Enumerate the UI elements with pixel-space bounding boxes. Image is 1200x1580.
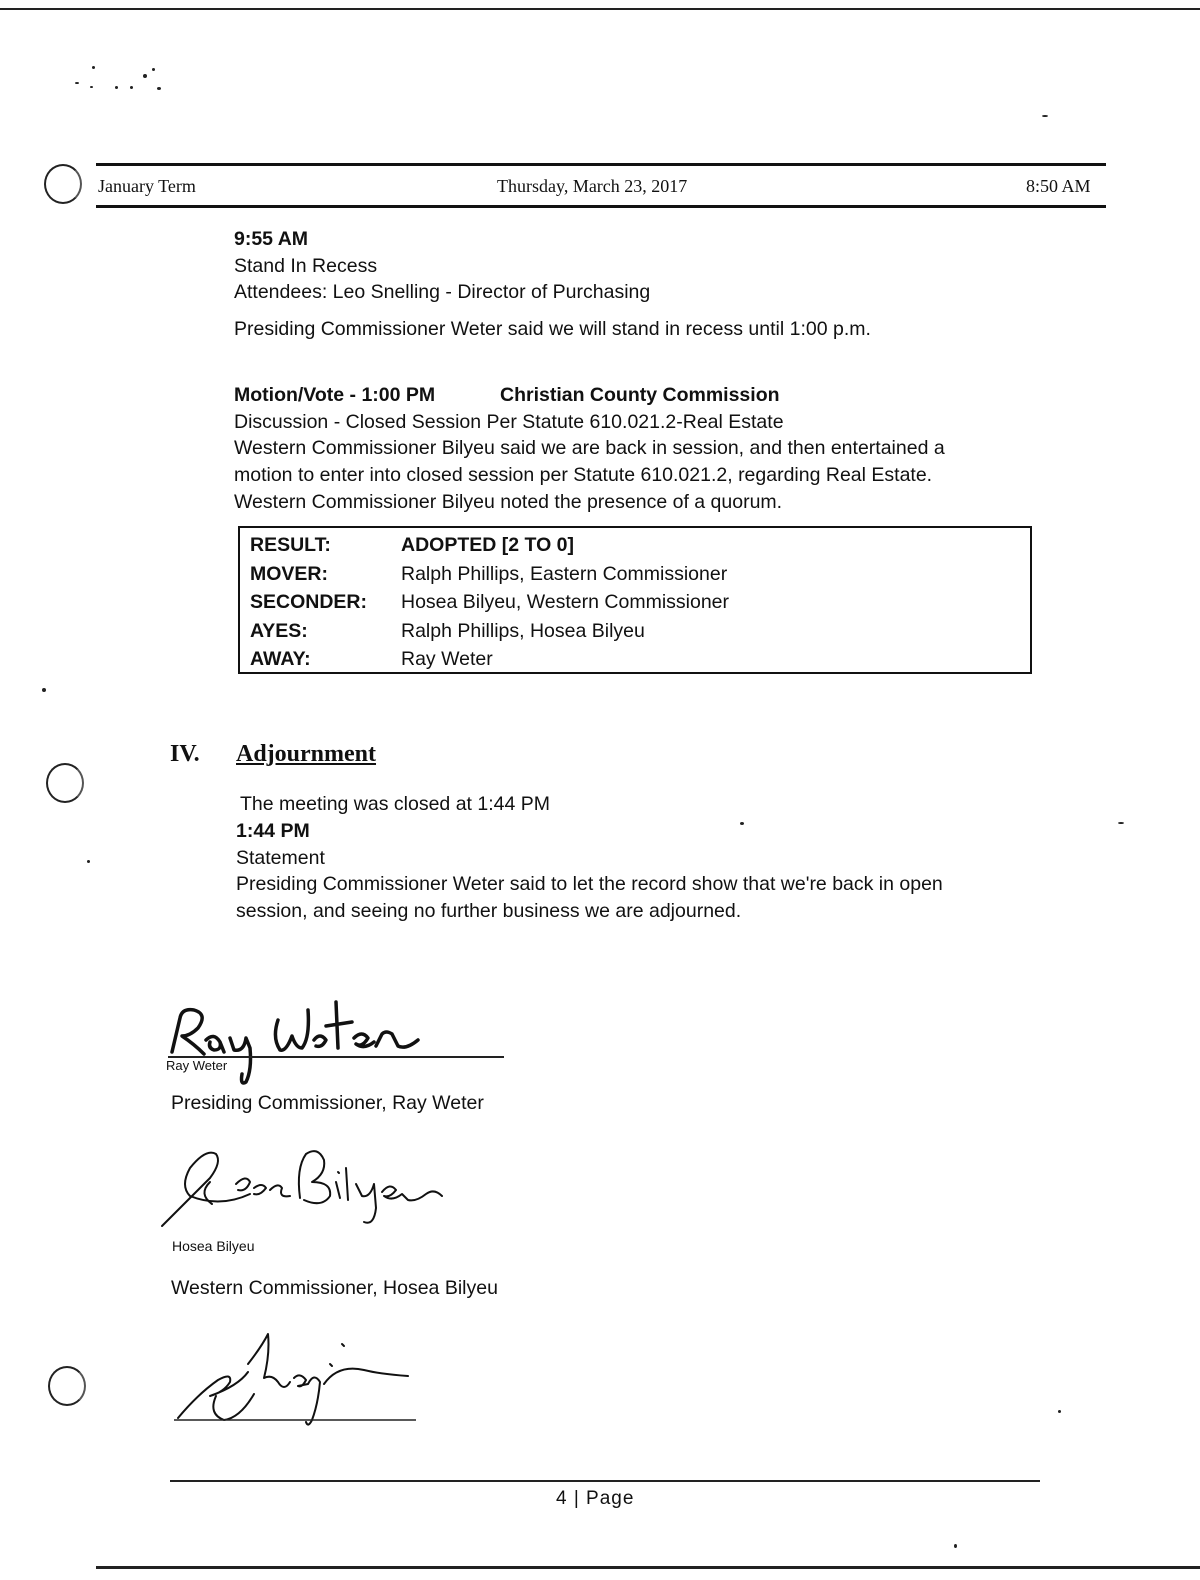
- signature-printed-name: Hosea Bilyeu: [172, 1238, 255, 1254]
- vote-key: AWAY:: [250, 648, 311, 670]
- motion-body: Christian County Commission: [500, 384, 780, 406]
- vote-value: Ralph Phillips, Eastern Commissioner: [401, 563, 728, 585]
- signature-ralph-phillips: [168, 1324, 428, 1434]
- header-time: 8:50 AM: [1026, 176, 1091, 196]
- vote-value: Ray Weter: [401, 648, 493, 670]
- signature-title: Western Commissioner, Hosea Bilyeu: [171, 1277, 498, 1299]
- section-number: IV.: [170, 741, 200, 767]
- recess-note: Presiding Commissioner Weter said we will stand in recess until 1:00 p.m.: [234, 318, 871, 340]
- adjournment-text-line: Presiding Commissioner Weter said to let the record show that we're back in open: [236, 873, 943, 895]
- section-title: Adjournment: [236, 741, 377, 767]
- bottom-scan-edge: [96, 1566, 1200, 1569]
- signature-title: Presiding Commissioner, Ray Weter: [171, 1092, 484, 1114]
- vote-value: ADOPTED [2 TO 0]: [401, 534, 574, 556]
- adjournment-closed: The meeting was closed at 1:44 PM: [240, 793, 550, 815]
- top-scan-edge: [0, 8, 1200, 10]
- motion-text-line: motion to enter into closed session per Statute 610.021.2, regarding Real Estate.: [234, 464, 933, 486]
- header-rule-bottom: [96, 205, 1106, 208]
- motion-text-line: Western Commissioner Bilyeu said we are back in session, and then entertained a: [234, 437, 945, 459]
- punch-hole: [48, 1366, 86, 1406]
- header-date: Thursday, March 23, 2017: [497, 176, 688, 196]
- vote-key: AYES:: [250, 620, 308, 642]
- recess-title: Stand In Recess: [234, 255, 378, 277]
- vote-value: Hosea Bilyeu, Western Commissioner: [401, 591, 730, 613]
- vote-key: SECONDER:: [250, 591, 368, 613]
- adjournment-text-line: session, and seeing no further business we are adjourned.: [236, 900, 742, 922]
- header-term: January Term: [98, 176, 196, 196]
- header-rule-top: [96, 163, 1106, 166]
- footer-rule: [170, 1480, 1040, 1482]
- vote-value: Ralph Phillips, Hosea Bilyeu: [401, 620, 645, 642]
- vote-key: MOVER:: [250, 563, 328, 585]
- page-number: 4 | Page: [556, 1488, 635, 1509]
- recess-time: 9:55 AM: [234, 228, 309, 250]
- adjournment-time: 1:44 PM: [236, 820, 310, 842]
- punch-hole: [44, 164, 82, 204]
- vote-result-table: [238, 526, 1032, 674]
- signature-hosea-bilyeu: [150, 1138, 460, 1238]
- motion-label: Motion/Vote - 1:00 PM: [234, 384, 436, 406]
- signature-printed-name: Ray Weter: [166, 1058, 228, 1073]
- punch-hole: [46, 763, 84, 803]
- vote-key: RESULT:: [250, 534, 331, 556]
- motion-text-line: Western Commissioner Bilyeu noted the presence of a quorum.: [234, 491, 783, 513]
- recess-attendees: Attendees: Leo Snelling - Director of Purchasing: [234, 281, 651, 303]
- adjournment-type: Statement: [236, 847, 325, 869]
- signature-ray-weter: [160, 990, 520, 1090]
- motion-discussion: Discussion - Closed Session Per Statute 610.021.2-Real Estate: [234, 411, 784, 433]
